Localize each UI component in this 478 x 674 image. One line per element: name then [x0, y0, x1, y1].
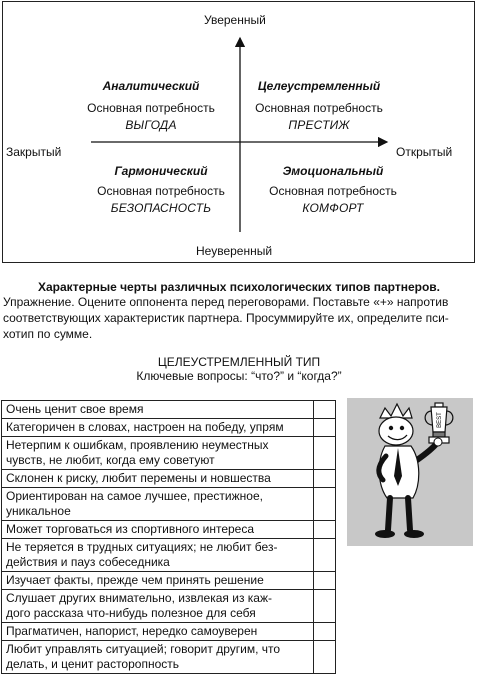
trait-cell: Очень ценит свое время: [2, 401, 314, 419]
table-row: [2, 419, 336, 437]
paragraph-line: Упражнение. Оцените оппонента перед переговорами. Поставьте «+» напротив: [3, 295, 449, 309]
axis-top-label: Уверенный: [204, 13, 266, 27]
mark-box[interactable]: [314, 419, 336, 437]
table-row: [2, 488, 336, 521]
mark-box[interactable]: [314, 470, 336, 488]
mark-box[interactable]: [314, 437, 336, 470]
paragraph-line: соответствующих характеристик партнера. Просуммируйте их, определите пси-: [3, 311, 449, 325]
quadrant-analytical-value: ВЫГОДА: [125, 118, 177, 132]
axis-right-label: Открытый: [396, 145, 453, 159]
trait-cell: Склонен к риску, любит перемены и новшества: [2, 470, 314, 488]
axis-bottom-label: Неуверенный: [196, 244, 273, 258]
type-title: ЦЕЛЕУСТРЕМЛЕННЫЙ ТИП: [157, 355, 321, 369]
quadrant-harmonic-title: Гармонический: [114, 164, 208, 178]
table-row: [2, 590, 336, 623]
trait-cell: Может торговаться из спортивного интереса: [2, 521, 314, 539]
table-row: [2, 641, 336, 674]
quadrant-purposeful-need: Основная потребность: [255, 101, 383, 115]
trait-cell: Категоричен в словах, настроен на победу, упрям: [2, 419, 314, 437]
quadrant-analytical-need: Основная потребность: [87, 101, 215, 115]
psychotype-diagram: [2, 1, 475, 263]
table-row: [2, 623, 336, 641]
mark-box[interactable]: [314, 590, 336, 623]
mark-box[interactable]: [314, 521, 336, 539]
quadrant-emotional-title: Эмоциональный: [282, 164, 384, 178]
trait-cell: Ориентирован на самое лучшее, престижное, уникальное: [2, 488, 314, 521]
table-row: [2, 437, 336, 470]
table-row: [2, 539, 336, 572]
quadrant-harmonic-value: БЕЗОПАСНОСТЬ: [110, 201, 212, 215]
mark-box[interactable]: [314, 641, 336, 674]
quadrant-analytical-title: Аналитический: [102, 79, 200, 93]
axis-left-label: Закрытый: [6, 145, 62, 159]
trait-cell: Не теряется в трудных ситуациях; не любит без- действия и пауз собеседника: [2, 539, 314, 572]
key-questions: Ключевые вопросы: “что?” и “когда?”: [136, 369, 342, 383]
axes: [3, 2, 476, 264]
quadrant-emotional-need: Основная потребность: [269, 184, 397, 198]
quadrant-purposeful-title: Целеустремленный: [257, 79, 381, 93]
mark-box[interactable]: [314, 488, 336, 521]
trait-cell: Прагматичен, напорист, нередко самоуверен: [2, 623, 314, 641]
table-row: [2, 521, 336, 539]
quadrant-purposeful-value: ПРЕСТИЖ: [288, 118, 350, 132]
table-row: [2, 470, 336, 488]
exercise-paragraph: [3, 294, 475, 342]
paragraph-line: хотип по сумме.: [3, 327, 93, 341]
table-row: [2, 401, 336, 419]
quadrant-harmonic-need: Основная потребность: [97, 184, 225, 198]
mark-box[interactable]: [314, 539, 336, 572]
quadrant-emotional-value: КОМФОРТ: [302, 201, 364, 215]
trait-cell: Изучает факты, прежде чем принять решение: [2, 572, 314, 590]
traits-table: [1, 400, 336, 674]
mark-box[interactable]: [314, 572, 336, 590]
trait-cell: Любит управлять ситуацией; говорит другим, что делать, и ценит расторопность: [2, 641, 314, 674]
mark-box[interactable]: [314, 623, 336, 641]
cartoon-illustration: [347, 398, 473, 546]
trait-cell: Слушает других внимательно, извлекая из каж- дого рассказа что-нибудь полезное для себя: [2, 590, 314, 623]
trophy-label: BEST: [437, 412, 443, 428]
table-row: [2, 572, 336, 590]
section-heading: Характерные черты различных психологических типов партнеров.: [38, 280, 440, 294]
crowned-man-with-trophy-icon: [347, 398, 473, 546]
mark-box[interactable]: [314, 401, 336, 419]
trait-cell: Нетерпим к ошибкам, проявлению неуместных чувств, не любит, когда ему советуют: [2, 437, 314, 470]
